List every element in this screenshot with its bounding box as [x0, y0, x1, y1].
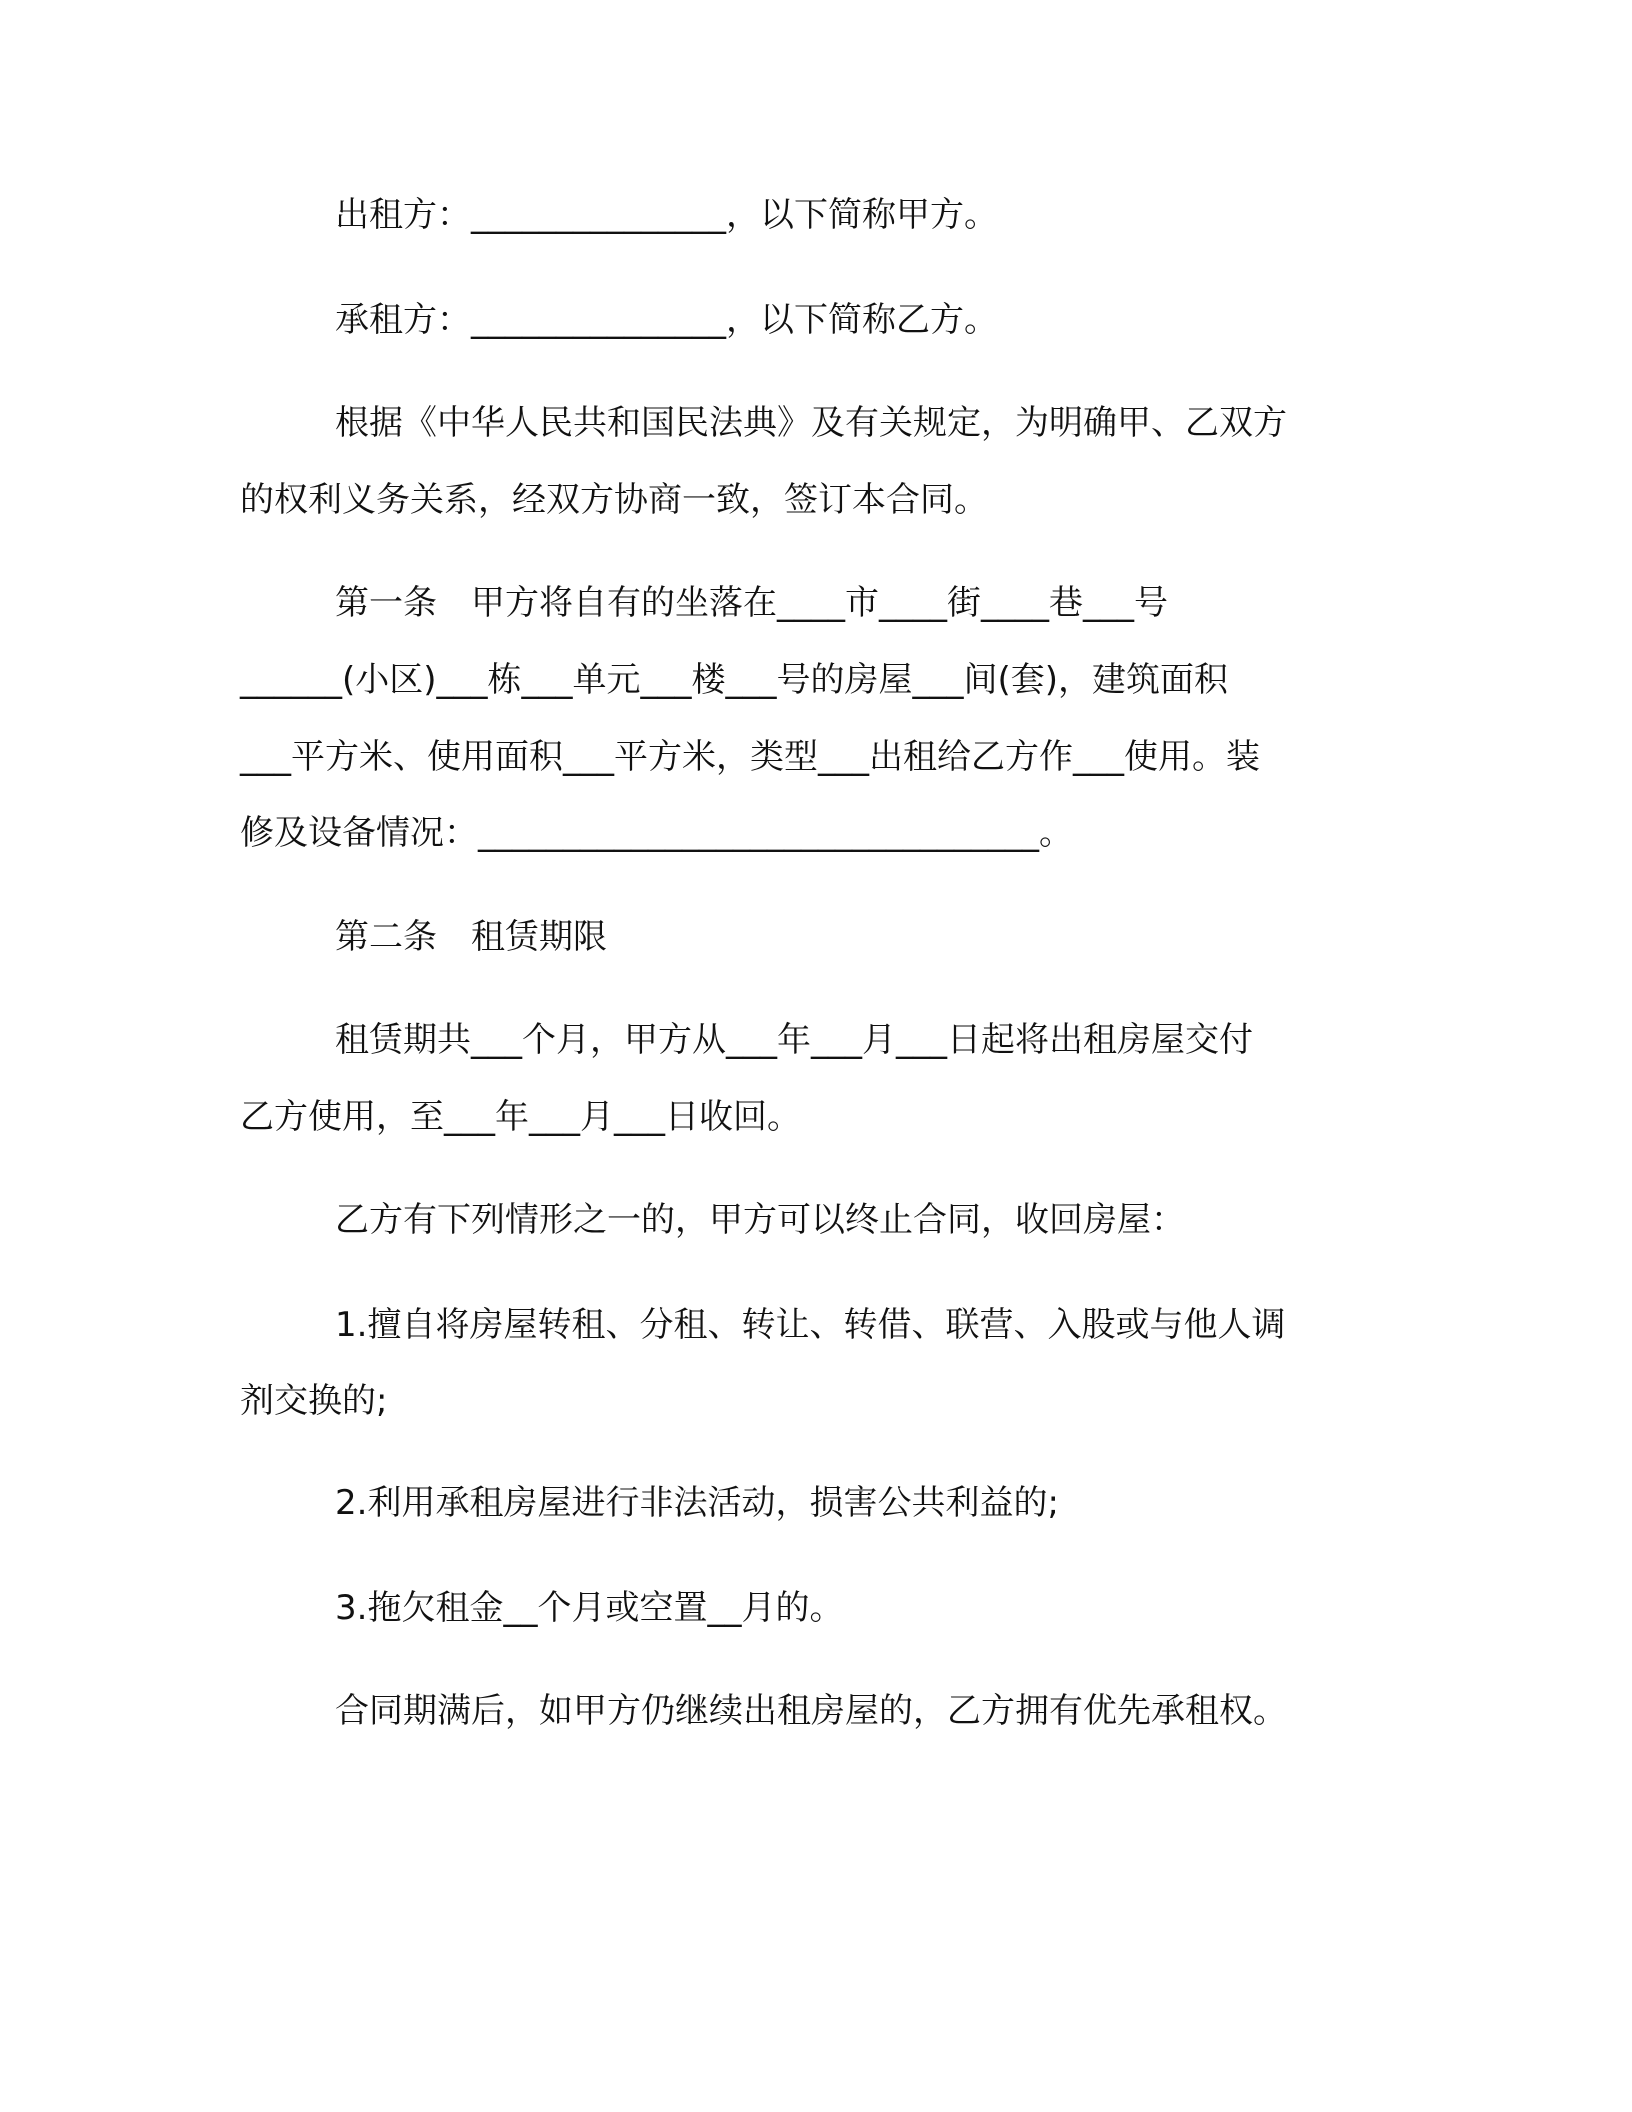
clause-1-line-1: 1.擅自将房屋转租、分租、转让、转借、联营、入股或与他人调 — [335, 1305, 1286, 1345]
article-1-line-2: ______(小区)___栋___单元___楼___号的房屋___间(套)，建筑面积 — [240, 660, 1229, 700]
lease-term-line-2: 乙方使用，至___年___月___日收回。 — [240, 1097, 801, 1137]
lessee-line: 承租方：_______________，以下简称乙方。 — [335, 300, 998, 340]
preamble-line-1: 根据《中华人民共和国民法典》及有关规定，为明确甲、乙双方 — [335, 403, 1287, 443]
renewal-priority: 合同期满后，如甲方仍继续出租房屋的，乙方拥有优先承租权。 — [335, 1691, 1287, 1731]
clause-3: 3.拖欠租金__个月或空置__月的。 — [335, 1588, 844, 1628]
lessor-line: 出租方：_______________，以下简称甲方。 — [335, 195, 998, 235]
article-1-line-1: 第一条 甲方将自有的坐落在____市____街____巷___号 — [335, 583, 1168, 623]
article-2-heading: 第二条 租赁期限 — [335, 917, 607, 957]
clause-2: 2.利用承租房屋进行非法活动，损害公共利益的; — [335, 1483, 1059, 1523]
article-1-line-4: 修及设备情况：_________________________________。 — [240, 813, 1073, 853]
clause-1-line-2: 剂交换的; — [240, 1381, 388, 1421]
lease-term-line-1: 租赁期共___个月，甲方从___年___月___日起将出租房屋交付 — [335, 1020, 1253, 1060]
termination-intro: 乙方有下列情形之一的，甲方可以终止合同，收回房屋： — [335, 1200, 1185, 1240]
preamble-line-2: 的权利义务关系，经双方协商一致，签订本合同。 — [240, 480, 988, 520]
article-1-line-3: ___平方米、使用面积___平方米，类型___出租给乙方作___使用。装 — [240, 737, 1260, 777]
